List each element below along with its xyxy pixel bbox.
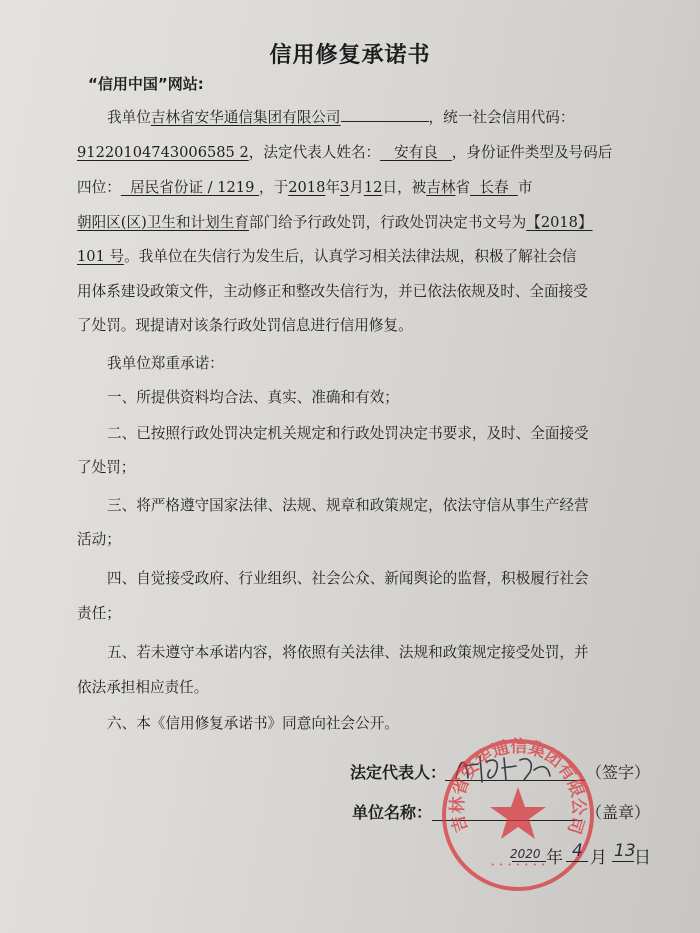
body-line-4: 朝阳区(区)卫生和计划生育部门给予行政处罚，行政处罚决定书文号为【2018】 (77, 214, 593, 231)
unit-label: 单位名称： (352, 803, 433, 822)
id-type: 居民省份证 / 1219 (130, 179, 255, 196)
promise-item-5-cont: 依法承担相应责任。 (77, 679, 209, 696)
promise-item-2-cont: 了处罚； (77, 459, 136, 476)
body-line-5: 101 号。我单位在失信行为发生后，认真学习相关法律法规，积极了解社会信 (77, 248, 577, 265)
rep-name: 安有良 (394, 144, 438, 161)
district: 朝阳区(区)卫生和计划生育 (77, 214, 249, 231)
svg-text:• • • • • • •: • • • • • • • (490, 861, 546, 869)
doc-number: 【2018】 (526, 214, 593, 231)
body-line-6: 用体系建设政策文件，主动修正和整改失信行为，并已依法依规及时、全面接受 (77, 283, 588, 300)
promise-item-1: 一、所提供资料均合法、真实、准确和有效； (107, 389, 399, 406)
document-page: 信用修复承诺书 “信用中国”网站: 我单位吉林省安华通信集团有限公司 ，统一社会信用代码： 91220104743006585 2，法定代表人姓名： 安有良 ，身份证件类型及号码后 四位： 居民省份证 / 1219 ，于2018年3月12日，被吉林省 长春 市 朝阳区(区)卫生和计划生育部门给予行政处罚，行政处罚决定书文号为【2018】 101 号。我单位在失信行为发生后，认真学习相关法律法规，积极了解社会信 用体系建设政策文件，主动修正和整改失信行为，并已依法依规及时、全面接受 了处罚。现提请对该条行政处罚信息进行信用修复。 我单位郑重承诺： 一、所提供资料均合法、真实、准确和有效； 二、已按照行政处罚决定机关规定和行政处罚决定书要求，及时、全面接受 了处罚； 三、将严格遵守国家法律、法规、规章和政策规定，依法守信从事生产经营 活动； 四、自觉接受政府、行业组织、社会公众、新闻舆论的监督，积极履行社会 责任； 五、若未遵守本承诺内容，将依照有关法律、法规和政策规定接受处罚，并 依法承担相应责任。 六、本《信用修复承诺书》同意向社会公开。 法定代表人： （签字） 单位名称： （盖章） 吉林省安华通信集团有限公司 • • • • • • • 2020 年 4 月 13 日 (0, 0, 700, 933)
promise-item-6: 六、本《信用修复承诺书》同意向社会公开。 (107, 715, 399, 732)
promise-item-4: 四、自觉接受政府、行业组织、社会公众、新闻舆论的监督，积极履行社会 (107, 570, 589, 587)
promise-item-3-cont: 活动； (77, 531, 121, 548)
page-title: 信用修复承诺书 (269, 43, 431, 68)
promise-intro: 我单位郑重承诺： (107, 355, 224, 372)
promise-item-5: 五、若未遵守本承诺内容，将依照有关法律、法规和政策规定接受处罚，并 (107, 644, 589, 661)
seal-text: 吉林省安华通信集团有限公司 (447, 736, 589, 837)
body-line-1: 我单位吉林省安华通信集团有限公司 ，统一社会信用代码： (107, 109, 575, 126)
date-day: 13 (614, 841, 636, 861)
credit-code: 91220104743006585 2 (77, 144, 249, 161)
seal-suffix: （盖章） (586, 803, 651, 822)
promise-item-2: 二、已按照行政处罚决定机关规定和行政处罚决定书要求，及时、全面接受 (107, 425, 589, 442)
rep-label: 法定代表人： (350, 763, 447, 782)
salutation: “信用中国”网站: (88, 75, 204, 93)
body-line-2: 91220104743006585 2，法定代表人姓名： 安有良 ，身份证件类型及号码后 (77, 144, 613, 161)
body-line-3: 四位： 居民省份证 / 1219 ，于2018年3月12日，被吉林省 长春 市 (77, 179, 533, 196)
company-name: 吉林省安华通信集团有限公司 (150, 109, 341, 126)
promise-item-3: 三、将严格遵守国家法律、法规、规章和政策规定，依法守信从事生产经营 (107, 497, 589, 514)
promise-item-4-cont: 责任； (77, 605, 121, 622)
date-month: 4 (572, 841, 583, 861)
date-year: 2020 (510, 847, 541, 861)
company-seal (438, 735, 598, 895)
sign-suffix: （签字） (586, 763, 651, 782)
body-line-7: 了处罚。现提请对该条行政处罚信息进行信用修复。 (77, 317, 413, 334)
